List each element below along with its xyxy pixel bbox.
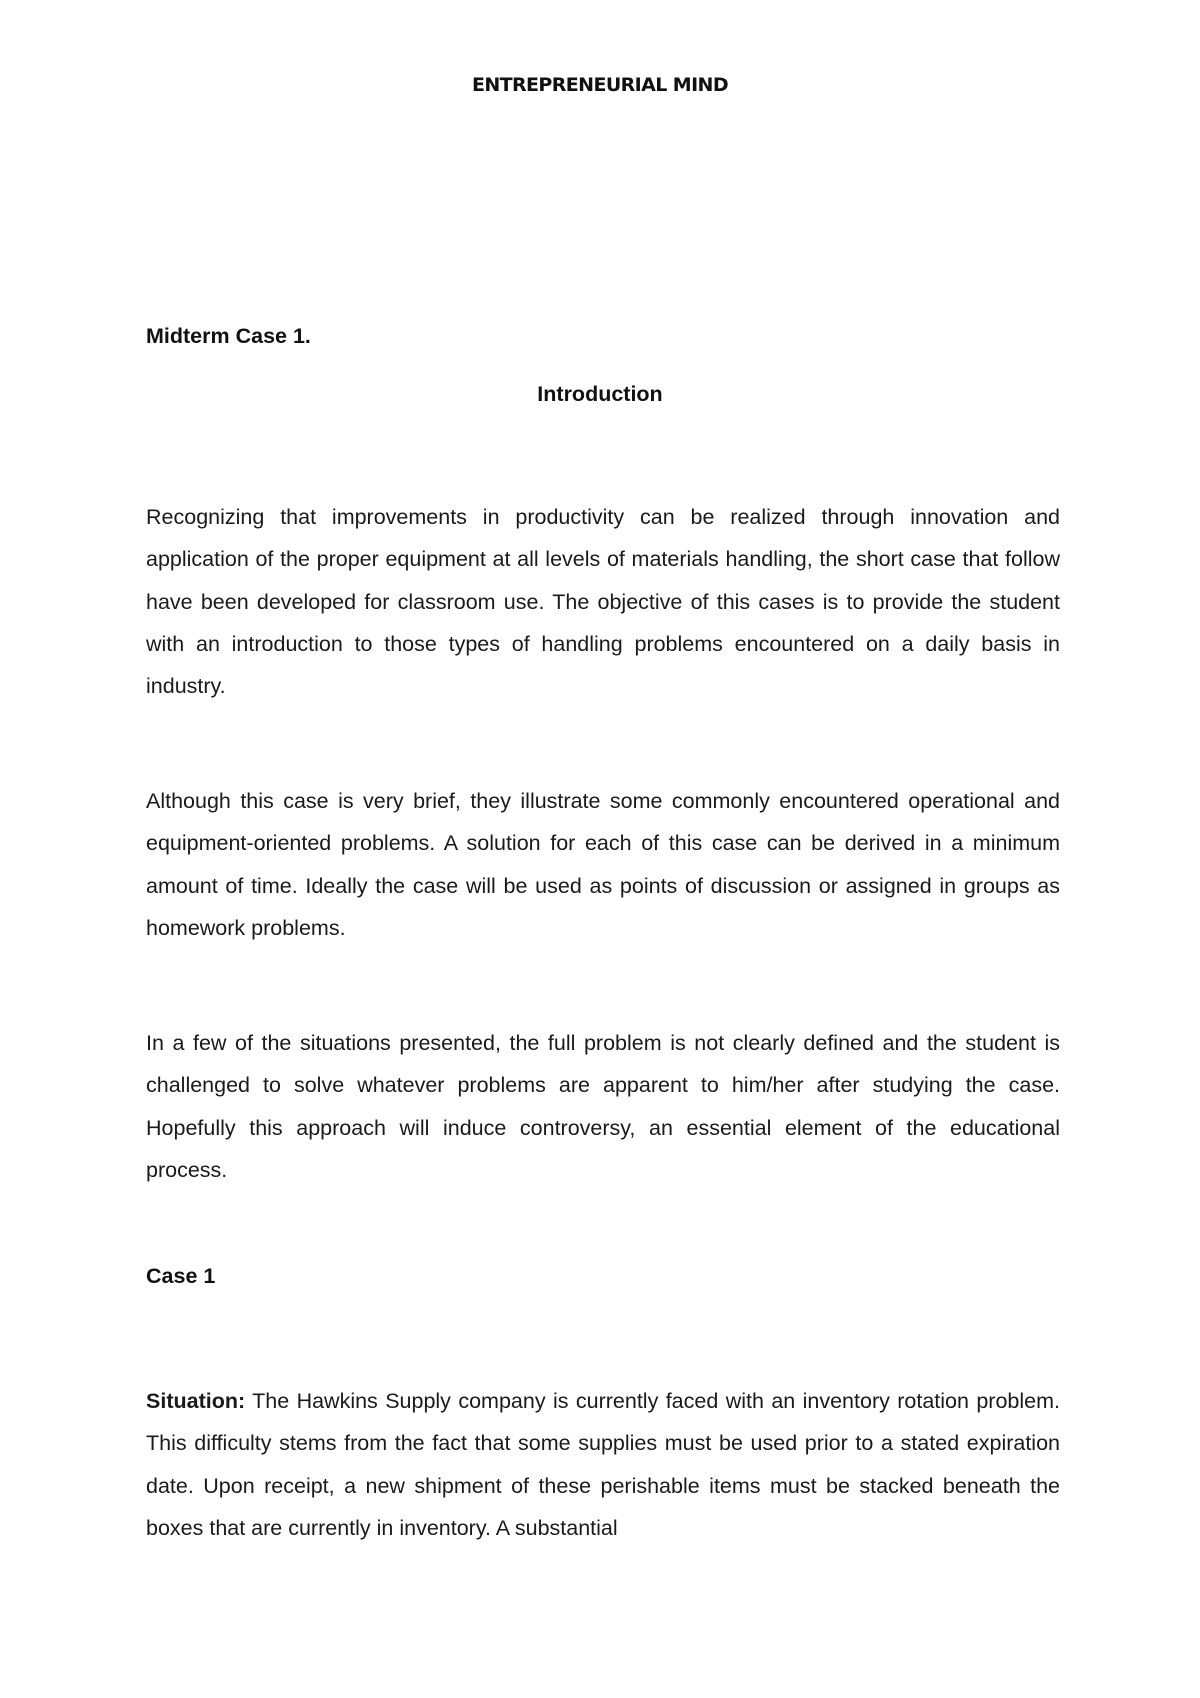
case-1-heading: Case 1 bbox=[146, 1264, 216, 1288]
situation-text: The Hawkins Supply company is currently faced with an inventory rotation problem. This difficulty stems from the fact that some supplies must be used prior to a stated expiration date. Upon receipt, a new shipment of these perishable items must be stacked beneath the boxes that are currently in inventory. A substantial bbox=[146, 1389, 1060, 1540]
situation-label: Situation: bbox=[146, 1389, 246, 1413]
case-title: Midterm Case 1. bbox=[146, 324, 311, 348]
document-header: ENTREPRENEURIAL MIND bbox=[471, 74, 729, 96]
situation-paragraph bbox=[146, 1380, 1060, 1549]
paragraph-intro-1: Recognizing that improvements in productivity can be realized through innovation and application of the proper equipment at all levels of materials handling, the short case that follow have been developed for classroom use. The objective of this cases is to provide the student with an introduction to those types of handling problems encountered on a daily basis in industry. bbox=[146, 505, 1060, 699]
paragraph-intro-3: In a few of the situations presented, the full problem is not clearly defined and the student is challenged to solve whatever problems are apparent to him/her after studying the case. Hopefully this approach will induce controversy, an essential element of the educational process. bbox=[146, 1031, 1060, 1182]
paragraph-intro-2: Although this case is very brief, they illustrate some commonly encountered operational and equipment-oriented problems. A solution for each of this case can be derived in a minimum amount of time. Ideally the case will be used as points of discussion or assigned in groups as homework problems. bbox=[146, 789, 1060, 940]
introduction-heading: Introduction bbox=[537, 382, 663, 406]
